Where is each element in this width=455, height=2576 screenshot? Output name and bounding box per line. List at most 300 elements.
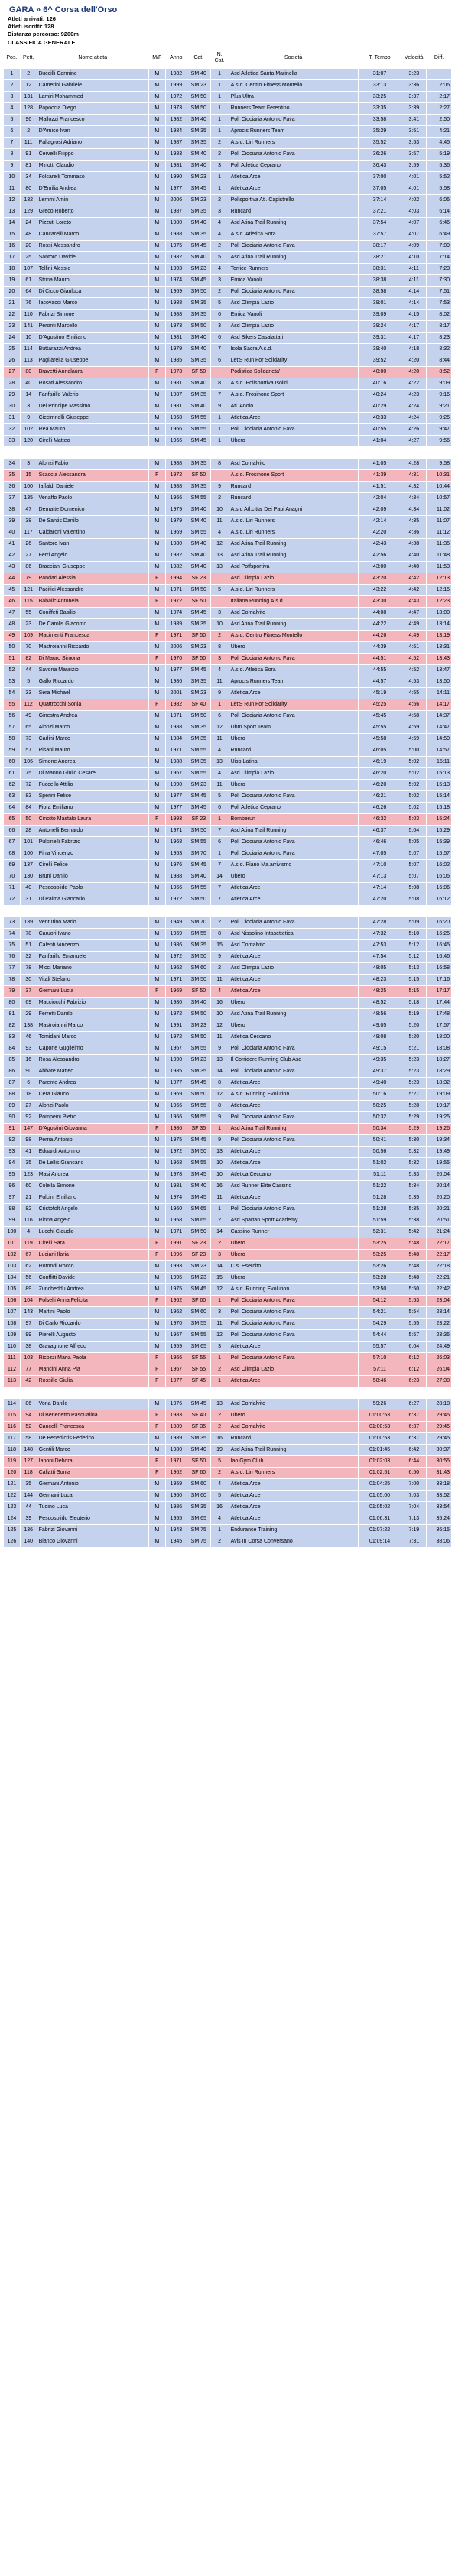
cell-pos: 46 [4, 596, 21, 608]
cell-category-rank: 6 [210, 333, 229, 344]
cell-sex: M [148, 516, 165, 527]
cell-name: Santoro Davide [37, 252, 148, 264]
cell-gap: 6:46 [427, 218, 452, 229]
cell-club: Asd Atina Trail Running [229, 550, 358, 562]
cell-category: SM 45 [187, 1192, 211, 1204]
cell-pos: 91 [4, 1124, 21, 1135]
cell-time: 51:02 [358, 1158, 401, 1170]
cell-sex: M [148, 871, 165, 883]
cell-category-rank: 16 [210, 1502, 229, 1513]
cell-name: Vitali Stefano [37, 975, 148, 986]
table-row [4, 539, 452, 550]
cell-category: SM 35 [187, 138, 211, 149]
table-row [4, 1238, 452, 1250]
cell-year: 1984 [165, 734, 187, 745]
cell-bib: 34 [20, 172, 37, 183]
cell-pos: 69 [4, 860, 21, 871]
cell-sex: F [148, 1468, 165, 1479]
cell-pace: 7:04 [401, 1502, 427, 1513]
athletes-registered: Atleti iscritti: 128 [8, 23, 54, 30]
cell-category: SM 23 [187, 172, 211, 183]
cell-name: Cervelli Filippo [37, 149, 148, 161]
cell-year: 1990 [165, 780, 187, 791]
cell-category: SF 55 [187, 1364, 211, 1376]
cell-time: 44:39 [358, 642, 401, 654]
cell-name: Tomidani Marco [37, 1032, 148, 1043]
cell-bib: 4 [20, 1227, 37, 1238]
cell-category: SM 35 [187, 206, 211, 218]
cell-year: 1996 [165, 1250, 187, 1261]
cell-club: Podistica Solidarieta' [229, 367, 358, 378]
cell-pos: 77 [4, 963, 21, 975]
cell-category: SF 50 [187, 1456, 211, 1468]
table-row [4, 1170, 452, 1181]
cell-category-rank: 3 [210, 206, 229, 218]
cell-club: Atletica Ceccano [229, 1170, 358, 1181]
cell-category-rank: 2 [210, 963, 229, 975]
cell-club: Pol. Atletica Ceprano [229, 161, 358, 172]
cell-category-rank: 11 [210, 1032, 229, 1043]
cell-year: 1977 [165, 1078, 187, 1089]
cell-gap: 11:53 [427, 562, 452, 573]
cell-club: Pol. Ciociaria Antonio Fava [229, 1307, 358, 1319]
cell-sex: M [148, 1273, 165, 1284]
cell-club: Asd Olimpia Lazio [229, 768, 358, 780]
cell-time: 54:21 [358, 1307, 401, 1319]
cell-pace: 5:33 [401, 1170, 427, 1181]
table-row [4, 1456, 452, 1468]
cell-pace: 4:56 [401, 699, 427, 711]
cell-bib: 129 [20, 206, 37, 218]
cell-category: SM 40 [187, 539, 211, 550]
cell-year: 1972 [165, 92, 187, 103]
cell-category-rank: 3 [210, 1342, 229, 1353]
cell-time: 01:05:00 [358, 1491, 401, 1502]
cell-time: 38:21 [358, 252, 401, 264]
cell-sex: M [148, 355, 165, 367]
cell-category-rank: 2 [210, 1422, 229, 1433]
cell-club: Runcard [229, 745, 358, 757]
table-row [4, 218, 452, 229]
cell-category: SM 35 [187, 619, 211, 631]
cell-name: Sperini Felice [37, 791, 148, 803]
cell-name: Antonelli Bernardo [37, 826, 148, 837]
cell-year: 1985 [165, 1066, 187, 1078]
cell-category-rank [210, 596, 229, 608]
table-row [4, 1479, 452, 1491]
cell-category-rank: 10 [210, 1009, 229, 1020]
cell-year: 1988 [165, 757, 187, 768]
cell-bib: 128 [20, 103, 37, 115]
cell-bib: 15 [20, 470, 37, 482]
cell-club: Polisportiva Atl. Capistrello [229, 195, 358, 206]
cell-bib: 6 [20, 1078, 37, 1089]
cell-name: Venturino Mario [37, 917, 148, 929]
section-gap [4, 906, 452, 917]
cell-time: 46:20 [358, 780, 401, 791]
cell-category: SM 45 [187, 436, 211, 447]
cell-gap: 10:31 [427, 470, 452, 482]
cell-year: 1967 [165, 1364, 187, 1376]
cell-club: A.s.d. Running Evolution [229, 1089, 358, 1101]
cell-category: SM 55 [187, 1319, 211, 1330]
cell-bib: 77 [20, 1364, 37, 1376]
cell-pos: 35 [4, 470, 21, 482]
cell-pace: 4:35 [401, 516, 427, 527]
cell-name: Lucchi Claudio [37, 1227, 148, 1238]
cell-category-rank: 2 [210, 1410, 229, 1422]
cell-name: Simone Andrea [37, 757, 148, 768]
cell-pos: 94 [4, 1158, 21, 1170]
cell-pos: 73 [4, 917, 21, 929]
cell-club: Atletica Arce [229, 1502, 358, 1513]
cell-category-rank: 4 [210, 745, 229, 757]
cell-pos: 92 [4, 1135, 21, 1147]
cell-time: 33:13 [358, 80, 401, 92]
cell-category: SM 40 [187, 149, 211, 161]
cell-category: SM 50 [187, 826, 211, 837]
cell-gap: 26:03 [427, 1353, 452, 1364]
cell-pos: 33 [4, 436, 21, 447]
cell-gap: 7:23 [427, 264, 452, 275]
col-header-name: Nome atleta [37, 48, 148, 69]
table-row [4, 917, 452, 929]
cell-year: 1971 [165, 585, 187, 596]
cell-gap: 4:45 [427, 138, 452, 149]
cell-club: A.s.d. Centro Fitness Montello [229, 631, 358, 642]
cell-year: 1959 [165, 1342, 187, 1353]
cell-sex: M [148, 539, 165, 550]
cell-year: 1976 [165, 860, 187, 871]
cell-pos: 117 [4, 1433, 21, 1445]
cell-pace: 5:02 [401, 780, 427, 791]
cell-pace: 4:38 [401, 539, 427, 550]
cell-bib: 44 [20, 1502, 37, 1513]
cell-pace: 6:37 [401, 1422, 427, 1433]
cell-gap: 22:17 [427, 1250, 452, 1261]
cell-pace: 5:29 [401, 1124, 427, 1135]
cell-year: 1967 [165, 1330, 187, 1342]
cell-year: 1983 [165, 149, 187, 161]
cell-time: 49:08 [358, 1032, 401, 1043]
table-row [4, 883, 452, 894]
cell-time: 40:33 [358, 413, 401, 424]
cell-club: Atletica Arce [229, 1101, 358, 1112]
cell-sex: F [148, 1456, 165, 1468]
table-row [4, 115, 452, 126]
cell-time: 37:14 [358, 195, 401, 206]
cell-bib: 100 [20, 482, 37, 493]
cell-category-rank: 10 [210, 1170, 229, 1181]
cell-pace: 4:52 [401, 665, 427, 676]
cell-bib: 81 [20, 161, 37, 172]
cell-name: Buttarazzi Andrea [37, 344, 148, 355]
cell-year: 1981 [165, 1181, 187, 1192]
cell-sex: M [148, 562, 165, 573]
cell-name: Mancini Anna Pia [37, 1364, 148, 1376]
cell-name: De Carolis Giacomo [37, 619, 148, 631]
cell-time: 37:00 [358, 172, 401, 183]
cell-sex: M [148, 482, 165, 493]
cell-category: SF 40 [187, 699, 211, 711]
cell-time: 48:56 [358, 1009, 401, 1020]
cell-time: 45:45 [358, 711, 401, 722]
cell-time: 49:35 [358, 1055, 401, 1066]
cell-pos: 59 [4, 745, 21, 757]
cell-pos: 6 [4, 126, 21, 138]
cell-pace: 5:48 [401, 1261, 427, 1273]
cell-sex: M [148, 1043, 165, 1055]
cell-name: Strina Mauro [37, 275, 148, 287]
cell-name: Di Palma Giancarlo [37, 894, 148, 906]
cell-time: 44:55 [358, 665, 401, 676]
col-header-sex: M/F [148, 48, 165, 69]
cell-gap: 19:26 [427, 1124, 452, 1135]
cell-category-rank: 15 [210, 1273, 229, 1284]
cell-name: Fiora Emiliano [37, 803, 148, 814]
cell-pace: 5:02 [401, 791, 427, 803]
cell-sex: M [148, 619, 165, 631]
cell-gap: 22:18 [427, 1261, 452, 1273]
cell-category-rank: 10 [210, 504, 229, 516]
cell-pace: 6:27 [401, 1399, 427, 1410]
cell-category-rank: 1 [210, 183, 229, 195]
cell-gap: 18:00 [427, 1032, 452, 1043]
cell-category-rank: 3 [210, 608, 229, 619]
cell-time: 33:35 [358, 103, 401, 115]
table-row [4, 92, 452, 103]
cell-sex: M [148, 1445, 165, 1456]
cell-category-rank: 2 [210, 149, 229, 161]
cell-time: 45:19 [358, 688, 401, 699]
table-row [4, 1273, 452, 1284]
cell-bib: 55 [20, 608, 37, 619]
cell-pace: 5:08 [401, 883, 427, 894]
cell-name: Cirelli Sara [37, 1238, 148, 1250]
cell-sex: M [148, 883, 165, 894]
cell-club: Ubero [229, 1273, 358, 1284]
cell-category-rank: 7 [210, 344, 229, 355]
cell-gap: 12:13 [427, 573, 452, 585]
cell-pace: 4:32 [401, 482, 427, 493]
table-row [4, 504, 452, 516]
cell-sex: M [148, 195, 165, 206]
cell-category: SM 35 [187, 390, 211, 401]
cell-pace: 5:38 [401, 1215, 427, 1227]
cell-name: Rotondi Rocco [37, 1261, 148, 1273]
cell-club: A.s.d. Running Evolution [229, 1284, 358, 1296]
cell-year: 1988 [165, 229, 187, 241]
cell-category: SM 23 [187, 1055, 211, 1066]
cell-bib: 10 [20, 333, 37, 344]
cell-category-rank: 2 [210, 241, 229, 252]
cell-name: Bravetti Annalaura [37, 367, 148, 378]
cell-time: 49:40 [358, 1078, 401, 1089]
cell-pos: 105 [4, 1284, 21, 1296]
cell-club: Pol. Ciociaria Antonio Fava [229, 1066, 358, 1078]
cell-category-rank: 8 [210, 1078, 229, 1089]
cell-sex: M [148, 940, 165, 952]
cell-category-rank: 4 [210, 986, 229, 998]
cell-pace: 5:29 [401, 1112, 427, 1124]
cell-club: Pol. Ciociaria Antonio Fava [229, 711, 358, 722]
cell-name: Di Manno Giulio Cesare [37, 768, 148, 780]
cell-gap: 31:43 [427, 1468, 452, 1479]
cell-sex: F [148, 631, 165, 642]
cell-category-rank: 6 [210, 837, 229, 848]
cell-bib: 123 [20, 1170, 37, 1181]
cell-bib: 131 [20, 92, 37, 103]
cell-year: 1982 [165, 550, 187, 562]
cell-gap: 16:12 [427, 894, 452, 906]
cell-pace: 3:59 [401, 161, 427, 172]
cell-time: 01:00:53 [358, 1433, 401, 1445]
cell-name: Folcarelli Tommaso [37, 172, 148, 183]
cell-category-rank: 1 [210, 126, 229, 138]
cell-category-rank: 4 [210, 229, 229, 241]
cell-sex: M [148, 493, 165, 504]
cell-pos: 86 [4, 1066, 21, 1078]
cell-year: 1972 [165, 470, 187, 482]
cell-name: D'Agostini Giovanna [37, 1124, 148, 1135]
cell-club: Asd Atina Trail Running [229, 1124, 358, 1135]
cell-category-rank: 16 [210, 998, 229, 1009]
cell-pos: 100 [4, 1227, 21, 1238]
cell-bib: 117 [20, 527, 37, 539]
table-row [4, 1250, 452, 1261]
cell-name: Carlini Marco [37, 734, 148, 745]
cell-category: SM 40 [187, 161, 211, 172]
cell-pace: 4:40 [401, 562, 427, 573]
cell-pace: 5:07 [401, 871, 427, 883]
table-row [4, 1319, 452, 1330]
table-row [4, 401, 452, 413]
cell-sex: M [148, 665, 165, 676]
cell-club: Asd Poffsportiva [229, 562, 358, 573]
cell-bib: 24 [20, 218, 37, 229]
cell-gap: 2:17 [427, 92, 452, 103]
cell-gap: 19:55 [427, 1158, 452, 1170]
cell-club: A.s.d. Liri Runners [229, 527, 358, 539]
cell-category-rank: 6 [210, 803, 229, 814]
cell-pace: 4:27 [401, 436, 427, 447]
cell-time: 51:28 [358, 1204, 401, 1215]
cell-name: Dematte Domenico [37, 504, 148, 516]
cell-category: SM 55 [187, 493, 211, 504]
cell-category: SM 40 [187, 998, 211, 1009]
gap-cell [4, 906, 452, 917]
cell-pace: 5:02 [401, 768, 427, 780]
cell-category: SM 35 [187, 722, 211, 734]
cell-time: 48:05 [358, 963, 401, 975]
cell-bib: 89 [20, 1284, 37, 1296]
cell-gap: 9:56 [427, 436, 452, 447]
cell-pace: 5:13 [401, 963, 427, 975]
cell-gap: 13:43 [427, 654, 452, 665]
cell-year: 1985 [165, 355, 187, 367]
cell-category-rank: 1 [210, 436, 229, 447]
cell-pace: 6:44 [401, 1456, 427, 1468]
cell-category-rank: 2 [210, 917, 229, 929]
cell-category: SM 50 [187, 1227, 211, 1238]
cell-club: Pol. Ciociaria Antonio Fava [229, 917, 358, 929]
cell-category: SM 35 [187, 676, 211, 688]
cell-bib: 32 [20, 952, 37, 963]
cell-sex: M [148, 757, 165, 768]
cell-pos: 27 [4, 367, 21, 378]
cell-category-rank: 9 [210, 401, 229, 413]
cell-bib: 120 [20, 436, 37, 447]
cell-gap: 13:00 [427, 608, 452, 619]
cell-sex: M [148, 550, 165, 562]
cell-sex: M [148, 1342, 165, 1353]
cell-club: Asd Corrialvito [229, 940, 358, 952]
cell-year: 1977 [165, 183, 187, 195]
cell-category: SM 35 [187, 229, 211, 241]
cell-bib: 27 [20, 550, 37, 562]
cell-pace: 5:10 [401, 929, 427, 940]
cell-gap: 17:44 [427, 998, 452, 1009]
cell-year: 1959 [165, 1479, 187, 1491]
cell-bib: 14 [20, 390, 37, 401]
cell-bib: 37 [20, 986, 37, 998]
cell-bib: 139 [20, 917, 37, 929]
cell-pos: 102 [4, 1250, 21, 1261]
cell-pos: 83 [4, 1032, 21, 1043]
cell-pos: 26 [4, 355, 21, 367]
cell-club: A.s.d. Polisportiva Isoliri [229, 378, 358, 390]
cell-name: Lamiri Mohammed [37, 92, 148, 103]
cell-year: 1975 [165, 241, 187, 252]
cell-bib: 56 [20, 1273, 37, 1284]
cell-pos: 18 [4, 264, 21, 275]
cell-pace: 5:00 [401, 745, 427, 757]
cell-bib: 3 [20, 401, 37, 413]
cell-sex: M [148, 917, 165, 929]
col-header-pos: Pos. [4, 48, 21, 69]
cell-time: 49:05 [358, 1020, 401, 1032]
cell-category: SM 50 [187, 894, 211, 906]
cell-pace: 4:20 [401, 367, 427, 378]
cell-club: Atletica Arce [229, 894, 358, 906]
cell-pos: 3 [4, 92, 21, 103]
cell-gap: 21:24 [427, 1227, 452, 1238]
cell-category: SF 50 [187, 986, 211, 998]
cell-pos: 13 [4, 206, 21, 218]
cell-club: Atletica Arce [229, 688, 358, 699]
cell-name: Venaffo Paolo [37, 493, 148, 504]
cell-gap: 15:14 [427, 791, 452, 803]
cell-time: 52:31 [358, 1227, 401, 1238]
cell-category: SM 65 [187, 1204, 211, 1215]
cell-category: SM 55 [187, 424, 211, 436]
cell-gap: 22:42 [427, 1284, 452, 1296]
cell-gap: 9:26 [427, 413, 452, 424]
cell-gap: 16:05 [427, 871, 452, 883]
cell-bib: 21 [20, 1192, 37, 1204]
cell-year: 1966 [165, 1112, 187, 1124]
cell-time: 51:59 [358, 1215, 401, 1227]
cell-club: Pol. Ciociaria Antonio Fava [229, 1330, 358, 1342]
cell-bib: 109 [20, 631, 37, 642]
cell-category-rank: 2 [210, 631, 229, 642]
cell-pos: 49 [4, 631, 21, 642]
cell-bib: 39 [20, 1513, 37, 1525]
cell-year: 1972 [165, 1032, 187, 1043]
cell-club: Asd Olimpia Lazio [229, 573, 358, 585]
cell-name: Rosati Alessandro [37, 378, 148, 390]
cell-gap: 5:19 [427, 149, 452, 161]
